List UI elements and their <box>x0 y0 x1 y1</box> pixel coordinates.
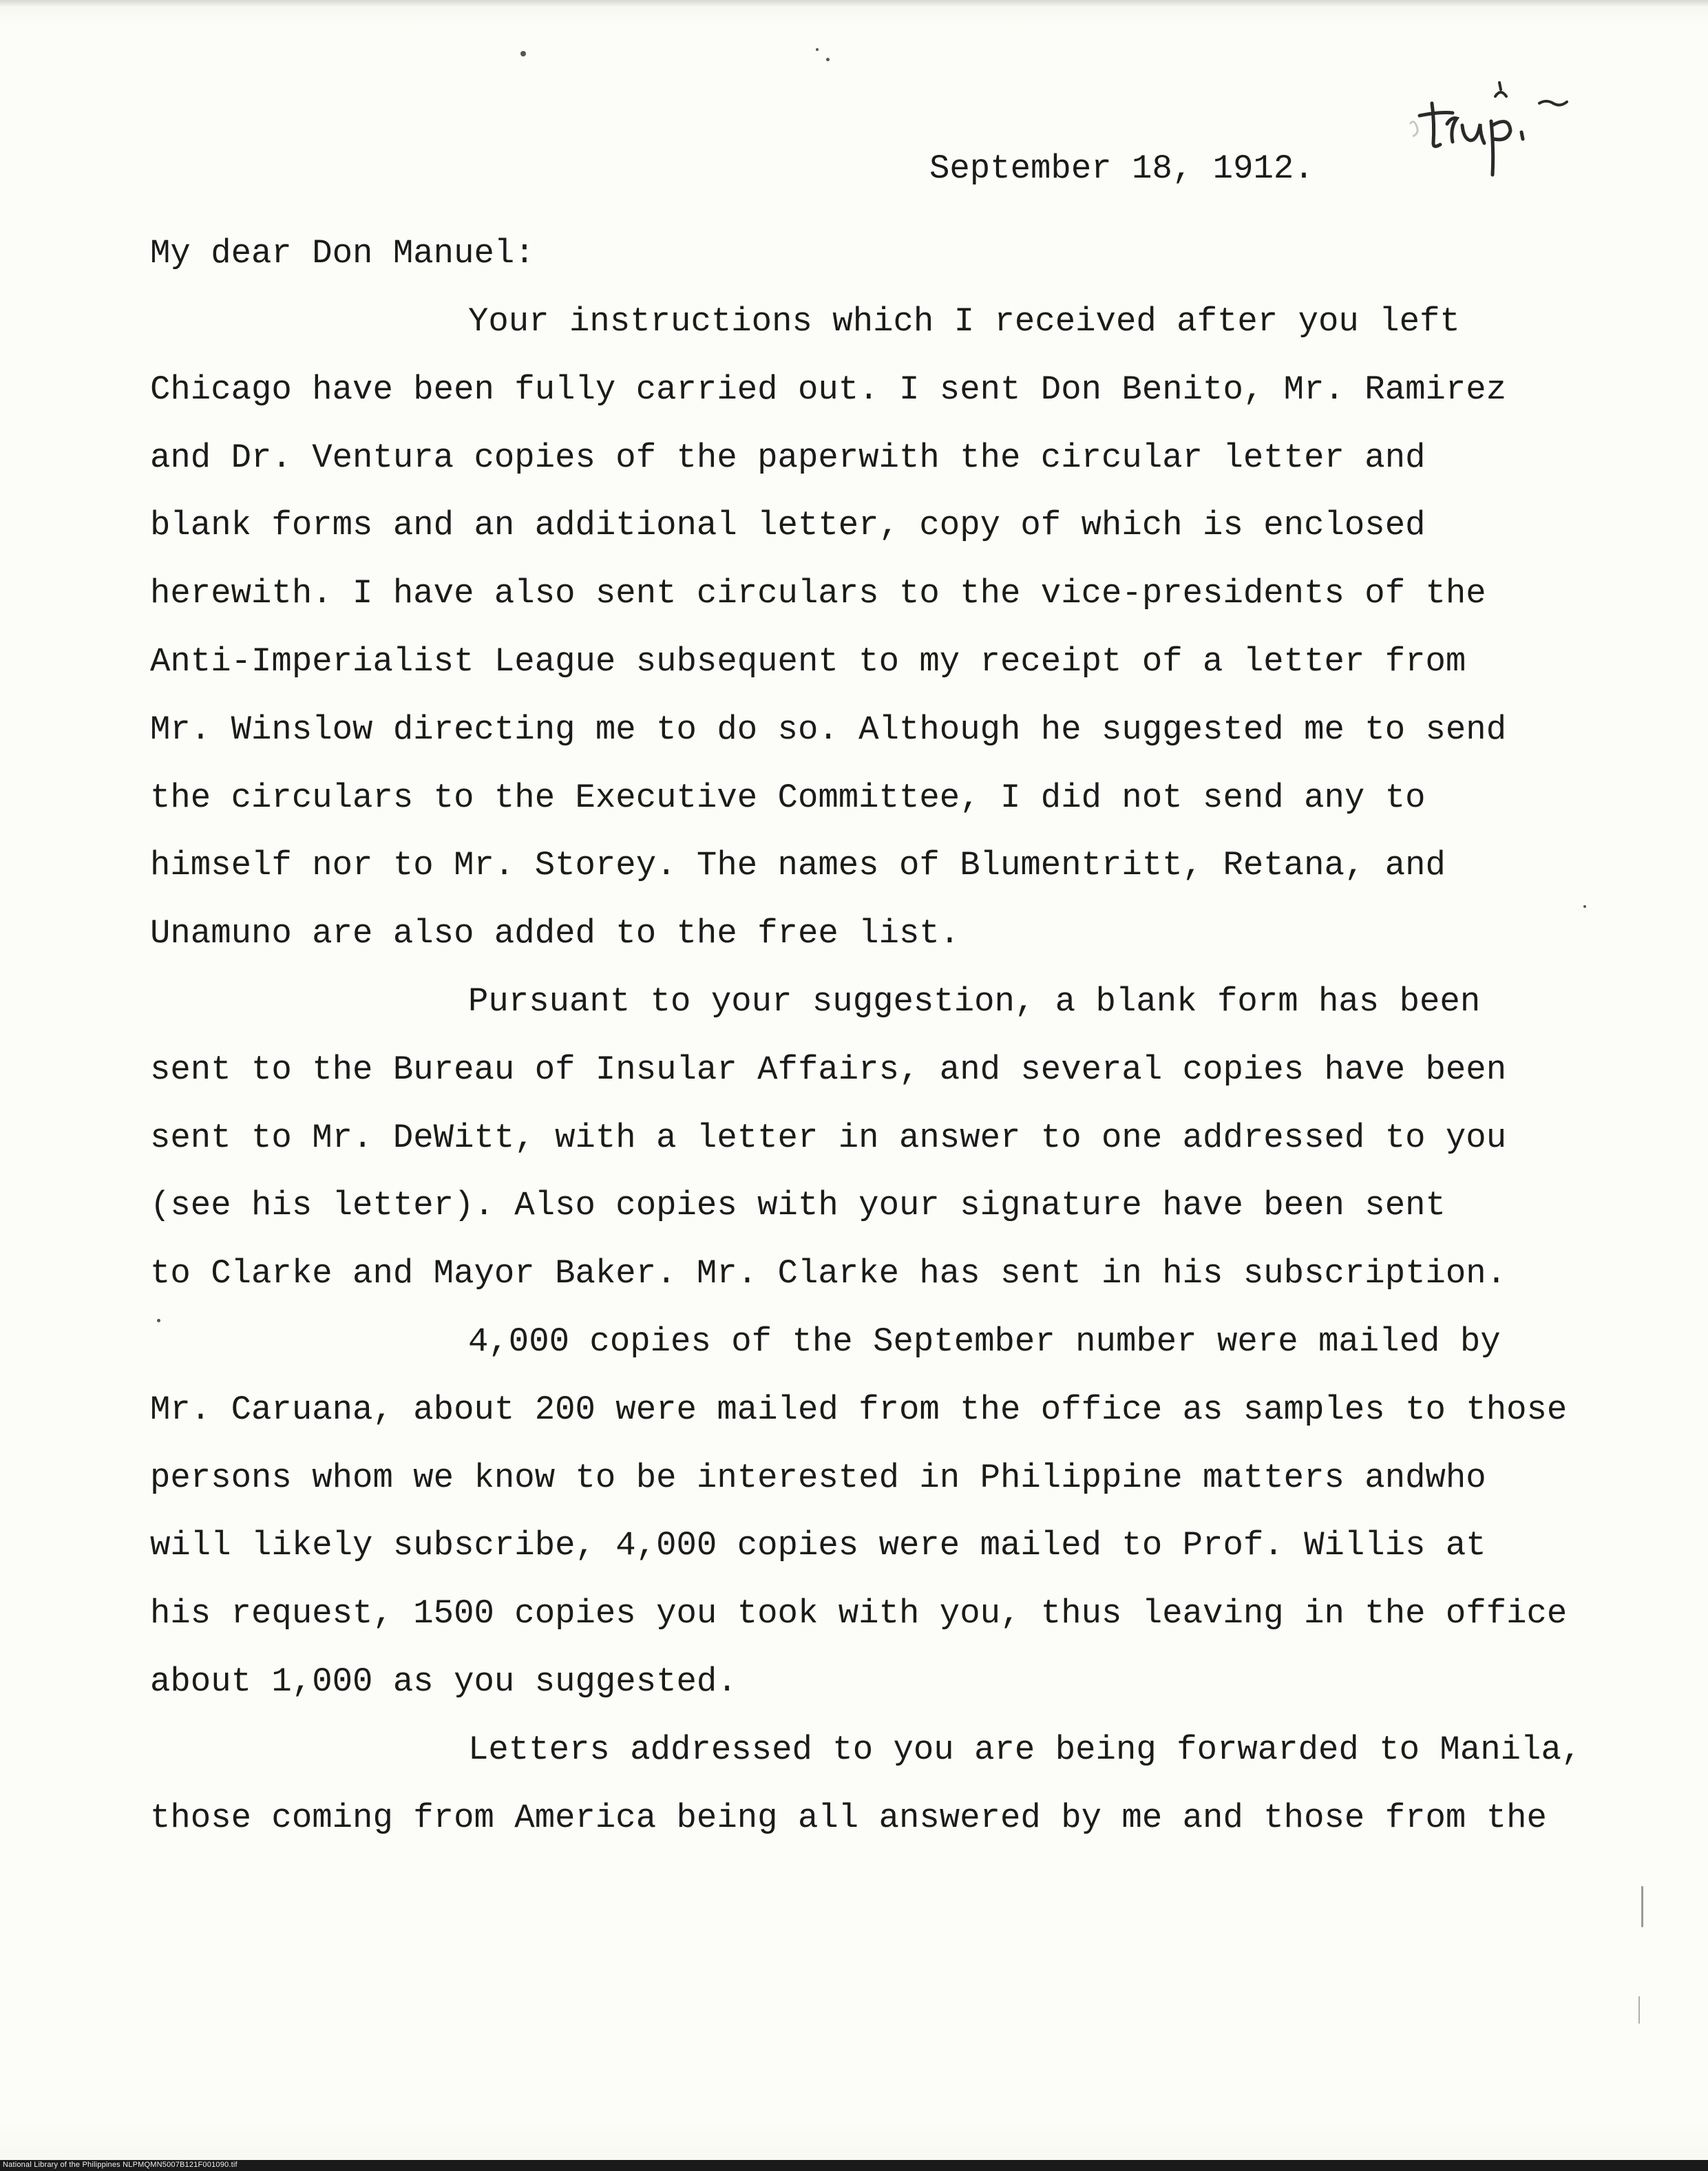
scan-speck <box>816 48 819 51</box>
scan-top-edge <box>0 0 1708 7</box>
body-line: 4,000 copies of the September number were mailed by <box>468 1322 1501 1361</box>
body-line: himself nor to Mr. Storey. The names of Blumentritt, Retana, and <box>150 846 1446 885</box>
body-line: Pursuant to your suggestion, a blank form has been <box>468 982 1481 1021</box>
body-line: Anti-Imperialist League subsequent to my receipt of a letter from <box>150 642 1466 681</box>
body-line: will likely subscribe, 4,000 copies were mailed to Prof. Willis at <box>150 1526 1486 1565</box>
body-line: blank forms and an additional letter, copy of which is enclosed <box>150 506 1426 544</box>
scan-mark <box>1638 1996 1640 2024</box>
scan-speck <box>520 51 526 56</box>
scan-mark <box>1641 1886 1643 1927</box>
scan-footer-bar <box>0 2160 1708 2171</box>
body-line: Mr. Winslow directing me to do so. Although he suggested me to send <box>150 710 1507 749</box>
body-line: Your instructions which I received after you left <box>468 302 1460 341</box>
body-line: those coming from America being all answered by me and those from the <box>150 1799 1547 1837</box>
body-line: Letters addressed to you are being forwarded to Manila, <box>468 1730 1582 1769</box>
body-line: and Dr. Ventura copies of the paperwith the circular letter and <box>150 438 1426 477</box>
body-line: the circulars to the Executive Committee, I did not send any to <box>150 779 1426 817</box>
letter-salutation: My dear Don Manuel: <box>150 234 535 273</box>
body-line: persons whom we know to be interested in Philippine matters andwho <box>150 1459 1486 1497</box>
scan-speck <box>157 1319 160 1322</box>
body-line: herewith. I have also sent circulars to the vice-presidents of the <box>150 574 1486 613</box>
body-line: sent to the Bureau of Insular Affairs, and several copies have been <box>150 1050 1507 1089</box>
letter-date: September 18, 1912. <box>929 149 1314 188</box>
body-line: Unamuno are also added to the free list. <box>150 914 960 953</box>
body-line: Mr. Caruana, about 200 were mailed from the office as samples to those <box>150 1390 1568 1429</box>
body-line: about 1,000 as you suggested. <box>150 1662 737 1701</box>
body-line: (see his letter). Also copies with your signature have been sent <box>150 1186 1446 1225</box>
scan-speck <box>1583 905 1586 908</box>
scan-speck <box>826 58 830 61</box>
body-line: his request, 1500 copies you took with you, thus leaving in the office <box>150 1594 1568 1633</box>
handwritten-trip-note <box>1404 67 1583 200</box>
handwritten-note-label: trip <box>1404 67 1420 78</box>
body-line: sent to Mr. DeWitt, with a letter in answer to one addressed to you <box>150 1119 1507 1157</box>
scan-footer-label: National Library of the Philippines NLPMQMN5007B121F001090.tif <box>3 2161 238 2169</box>
body-line: to Clarke and Mayor Baker. Mr. Clarke has sent in his subscription. <box>150 1254 1507 1293</box>
body-line: Chicago have been fully carried out. I sent Don Benito, Mr. Ramirez <box>150 370 1507 409</box>
